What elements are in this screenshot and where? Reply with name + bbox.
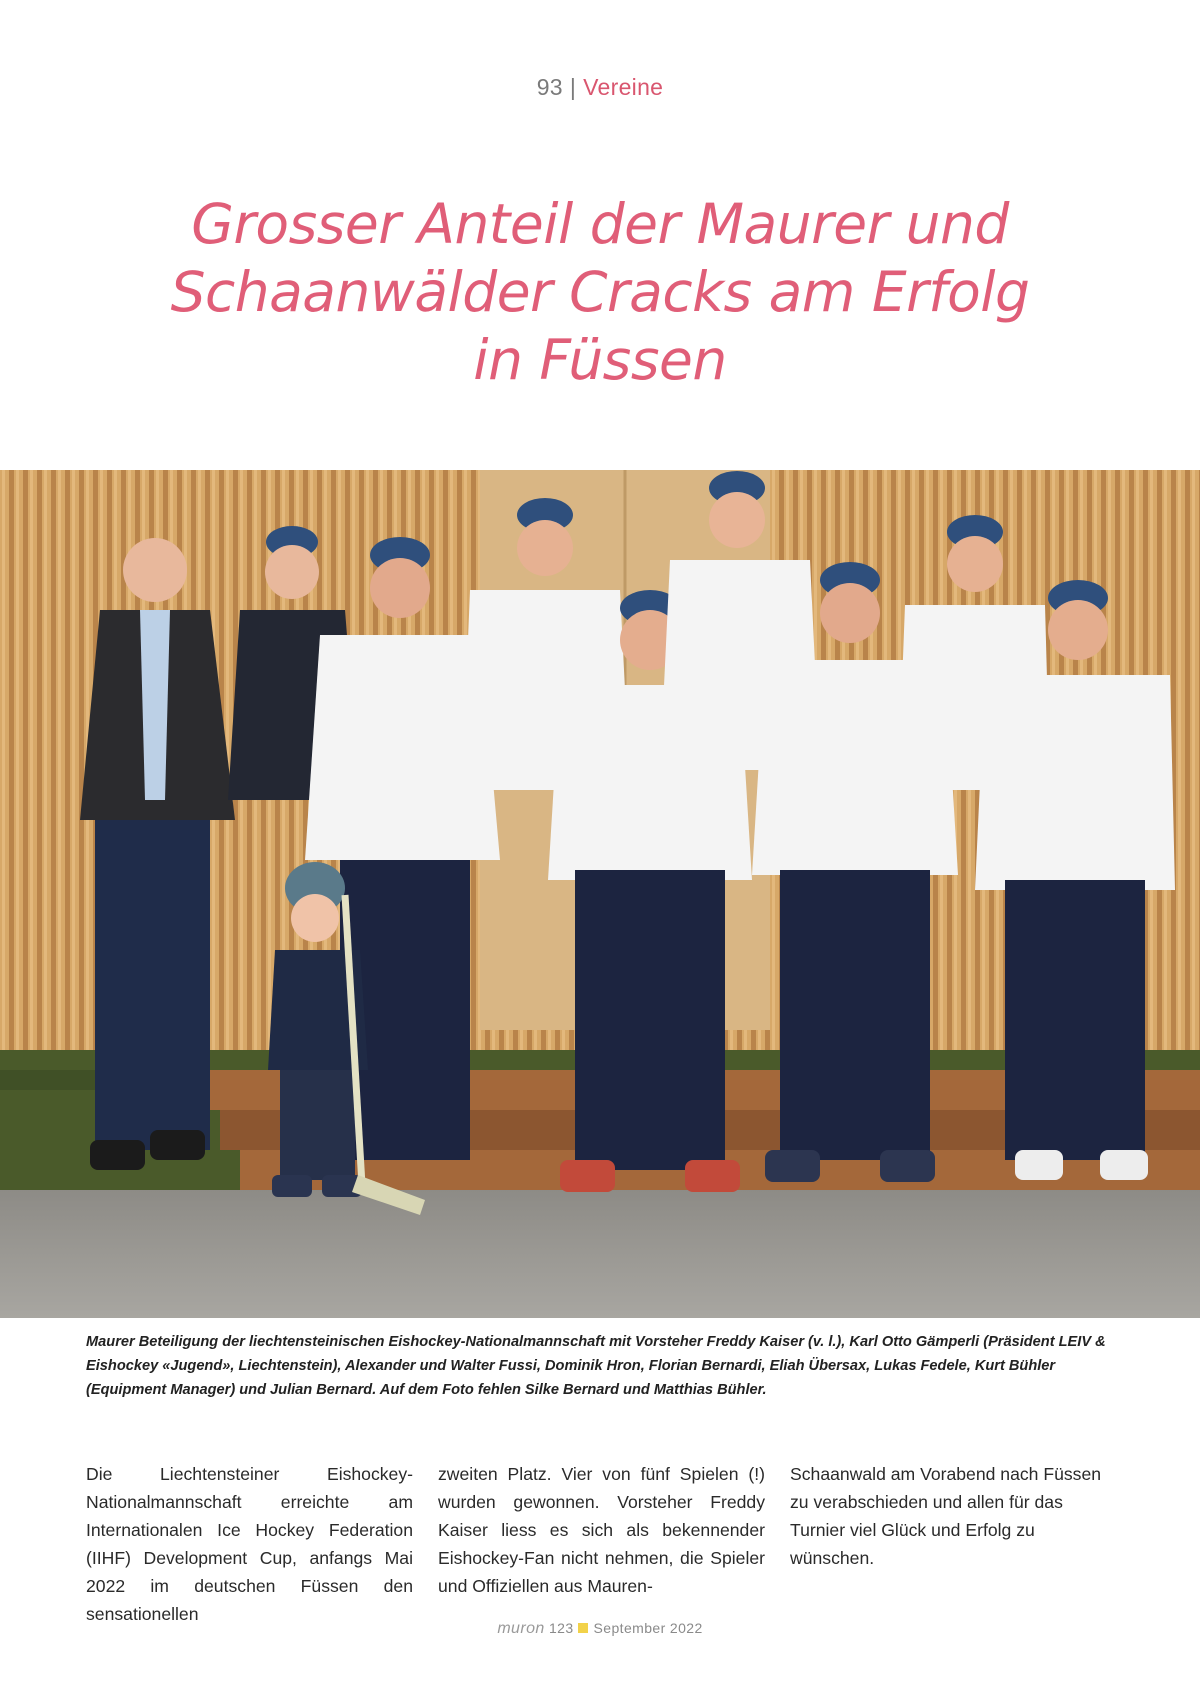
yellow-square-icon [578, 1623, 588, 1633]
section-name: Vereine [583, 74, 664, 100]
pavement [0, 1190, 1200, 1318]
issue-number: 123 [548, 1620, 574, 1636]
body-column-1: Die Liechtensteiner Eishockey-Nationalmannschaft erreichte am Internationalen Ice Hockey Federation (IIHF) Development Cup, anfangs Mai 2022 im deutschen Füssen den sensationellen [86, 1464, 413, 1624]
magazine-brand: muron [497, 1620, 545, 1637]
article-title [120, 190, 1080, 394]
photo-caption: Maurer Beteiligung der liechtensteinischen Eishockey-Nationalmannschaft mit Vorsteher Freddy Kaiser (v. l.), Karl Otto Gämperli (Präsident LEIV & Eishockey «Jugend», Liechtenstein), Alexander und Walter Fussi, Dominik Hron, Florian Bernardi, Eliah Übersax, Lukas Fedele, Kurt Bühler (Equipment Manager) und Julian Bernard. Auf dem Foto fehlen Silke Bernard und Matthias Bühler. [86, 1334, 1106, 1398]
team-photo [0, 470, 1200, 1318]
page-footer [0, 1620, 1200, 1638]
title-line-3: in Füssen [473, 328, 727, 392]
title-line-2: Schaanwälder Cracks am Erfolg [170, 260, 1030, 324]
body-column-2: zweiten Platz. Vier von fünf Spielen (!) wurden gewonnen. Vorsteher Freddy Kaiser liess es sich als bekennender Eishockey-Fan nicht nehmen, die Spieler und Offiziellen aus Mauren- [438, 1464, 765, 1596]
body-column-3: Schaanwald am Vorabend nach Füssen zu verabschieden und allen für das Turnier viel Glück und Erfolg zu wünschen. [790, 1464, 1102, 1568]
team-photo-illustration [0, 470, 1200, 1318]
header-separator: | [569, 74, 577, 100]
issue-date: September 2022 [593, 1620, 703, 1636]
page-header [0, 74, 1200, 101]
article-body [86, 1460, 1126, 1624]
page-number: 93 [536, 74, 563, 100]
title-line-1: Grosser Anteil der Maurer und [191, 192, 1009, 256]
